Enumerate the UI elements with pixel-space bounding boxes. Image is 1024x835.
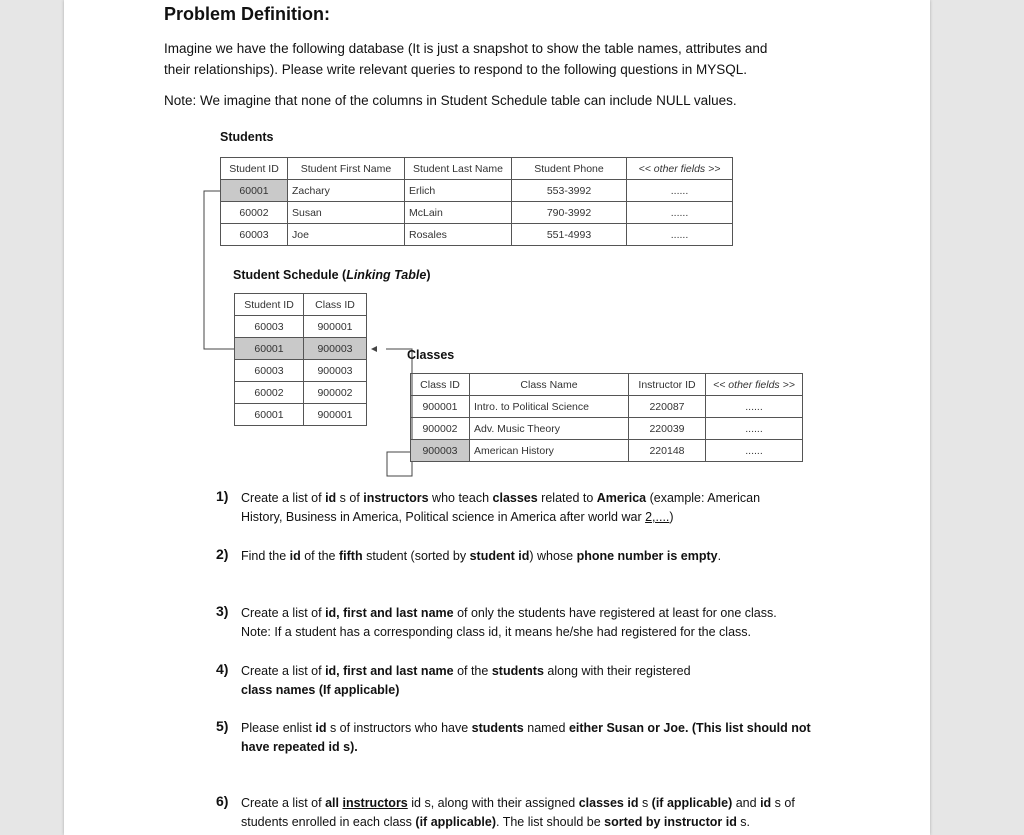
q-bold: classes — [492, 491, 538, 505]
table-row — [411, 440, 803, 462]
table-cell: Adv. Music Theory — [470, 418, 629, 440]
q-bold: id, first and last name — [325, 606, 454, 620]
table-row — [411, 418, 803, 440]
table-cell: 220087 — [629, 396, 706, 418]
question-number: 3) — [216, 603, 229, 619]
q-bold: have repeated id s). — [241, 740, 358, 754]
table-cell: McLain — [405, 202, 512, 224]
q-bold: America — [596, 491, 647, 505]
schedule-label-text: Student Schedule ( — [233, 268, 347, 282]
table-cell: American History — [470, 440, 629, 462]
table-row — [235, 338, 367, 360]
document-page — [64, 0, 930, 835]
table-cell: 551-4993 — [512, 224, 627, 246]
question-3 — [241, 604, 841, 642]
q-text: History, Business in America, Political science in America after world war — [241, 510, 646, 524]
students-table — [220, 157, 733, 246]
q-text: who teach — [428, 491, 493, 505]
table-cell: 60001 — [221, 180, 288, 202]
students-header-cell: Student ID — [221, 158, 288, 180]
question-number: 2) — [216, 546, 229, 562]
schedule-table — [234, 293, 367, 426]
students-table-label: Students — [220, 130, 274, 144]
classes-header-cell: Instructor ID — [629, 374, 706, 396]
q-text: s of instructors who have — [326, 721, 472, 735]
q-bold: id — [315, 721, 327, 735]
students-header-cell: Student First Name — [288, 158, 405, 180]
table-cell: 220039 — [629, 418, 706, 440]
table-cell: 220148 — [629, 440, 706, 462]
q-text: related to — [537, 491, 597, 505]
table-cell: 900003 — [304, 338, 367, 360]
q-text: 2,.... — [645, 510, 670, 524]
q-bold: fifth — [338, 549, 363, 563]
table-cell: Rosales — [405, 224, 512, 246]
table-cell: 60001 — [235, 338, 304, 360]
intro-line-2: their relationships). Please write relevant queries to respond to the following questions in MYSQL. — [164, 62, 748, 77]
table-cell: 900001 — [304, 404, 367, 426]
q-text: of the — [300, 549, 339, 563]
classes-header-cell: Class ID — [411, 374, 470, 396]
table-cell: Zachary — [288, 180, 405, 202]
question-number: 1) — [216, 488, 229, 504]
q-bold: classes id — [578, 796, 639, 810]
q-bold: id — [325, 491, 337, 505]
q-text: s. — [736, 815, 751, 829]
schedule-label-end: ) — [426, 268, 431, 282]
q-text: of the — [453, 664, 492, 678]
table-cell: Intro. to Political Science — [470, 396, 629, 418]
q-text: . The list should be — [496, 815, 605, 829]
table-cell: 900002 — [411, 418, 470, 440]
q-bold: phone number is empty — [576, 549, 718, 563]
q-bold: either Susan or Joe. (This list should not — [568, 721, 811, 735]
q-text: s of — [336, 491, 364, 505]
q-bold: id — [760, 796, 772, 810]
question-4 — [241, 662, 841, 700]
q-bold: students — [471, 721, 524, 735]
q-text: s of — [771, 796, 795, 810]
table-row — [235, 360, 367, 382]
question-number: 4) — [216, 661, 229, 677]
table-row — [411, 396, 803, 418]
q-text: Create a list of — [241, 664, 326, 678]
q-text: along with their registered — [543, 664, 691, 678]
q-text: ) — [669, 510, 674, 524]
q-text: . — [717, 549, 722, 563]
q-bold: id — [289, 549, 301, 563]
q-text: student (sorted by — [362, 549, 470, 563]
q-bold: class names (If applicable) — [241, 683, 400, 697]
q-text: students enrolled in each class — [241, 815, 416, 829]
table-cell: 60003 — [235, 316, 304, 338]
q-bold: id, first and last name — [325, 664, 454, 678]
table-cell: 790-3992 — [512, 202, 627, 224]
classes-header-cell: Class Name — [470, 374, 629, 396]
table-cell: 60001 — [235, 404, 304, 426]
students-header-cell: << other fields >> — [627, 158, 733, 180]
table-row — [221, 224, 733, 246]
table-cell: 900001 — [411, 396, 470, 418]
question-6 — [241, 794, 841, 832]
q-text: Create a list of — [241, 606, 326, 620]
table-cell: ...... — [706, 396, 803, 418]
q-bold: instructors — [363, 491, 429, 505]
table-cell: 900003 — [411, 440, 470, 462]
note-text: Note: We imagine that none of the columns in Student Schedule table can include NULL values. — [164, 93, 737, 108]
question-1 — [241, 489, 841, 527]
q-bold: sorted by instructor id — [604, 815, 737, 829]
question-2 — [241, 547, 841, 566]
q-text: s — [638, 796, 652, 810]
question-number: 6) — [216, 793, 229, 809]
q-text: named — [523, 721, 569, 735]
students-header-cell: Student Last Name — [405, 158, 512, 180]
q-text: id s, along with their assigned — [407, 796, 579, 810]
q-text: Create a list of — [241, 796, 326, 810]
classes-table-label: Classes — [407, 348, 455, 362]
table-row — [235, 382, 367, 404]
schedule-label-italic: Linking Table — [346, 268, 427, 282]
q-bold: (if applicable) — [651, 796, 733, 810]
students-header-row — [221, 158, 733, 180]
classes-table — [410, 373, 803, 462]
table-row — [221, 180, 733, 202]
page-title: Problem Definition: — [164, 4, 330, 24]
table-cell: 60003 — [221, 224, 288, 246]
q-text: ) whose — [529, 549, 577, 563]
q-bold: students — [491, 664, 544, 678]
intro-line-1: Imagine we have the following database (It is just a snapshot to show the table names, attributes and — [164, 41, 768, 56]
table-cell: 60002 — [235, 382, 304, 404]
table-row — [235, 404, 367, 426]
table-cell: ...... — [706, 440, 803, 462]
q-text: Create a list of — [241, 491, 326, 505]
table-cell: 60003 — [235, 360, 304, 382]
q-text: of only the students have registered at least for one class. — [453, 606, 777, 620]
schedule-header-row — [235, 294, 367, 316]
q-text: (example: American — [646, 491, 761, 505]
table-cell: Susan — [288, 202, 405, 224]
schedule-header-cell: Class ID — [304, 294, 367, 316]
table-cell: 553-3992 — [512, 180, 627, 202]
q-text: Please enlist — [241, 721, 316, 735]
table-cell: Joe — [288, 224, 405, 246]
table-cell: ...... — [706, 418, 803, 440]
table-cell: ...... — [627, 180, 733, 202]
table-cell: 900001 — [304, 316, 367, 338]
table-cell: 60002 — [221, 202, 288, 224]
classes-header-row — [411, 374, 803, 396]
question-5 — [241, 719, 841, 757]
students-header-cell: Student Phone — [512, 158, 627, 180]
table-cell: 900002 — [304, 382, 367, 404]
classes-header-cell: << other fields >> — [706, 374, 803, 396]
table-cell: Erlich — [405, 180, 512, 202]
schedule-table-label — [233, 268, 430, 282]
schedule-header-cell: Student ID — [235, 294, 304, 316]
table-cell: 900003 — [304, 360, 367, 382]
question-number: 5) — [216, 718, 229, 734]
q-bold: all — [325, 796, 339, 810]
q-text: Find the — [241, 549, 290, 563]
table-row — [235, 316, 367, 338]
table-cell: ...... — [627, 202, 733, 224]
q-text: Note: If a student has a corresponding class id, it means he/she had registered for the class. — [241, 625, 752, 639]
q-bold: instructors — [342, 796, 408, 810]
q-text: and — [732, 796, 761, 810]
table-row — [221, 202, 733, 224]
q-bold: (if applicable) — [415, 815, 496, 829]
q-bold: student id — [469, 549, 530, 563]
table-cell: ...... — [627, 224, 733, 246]
